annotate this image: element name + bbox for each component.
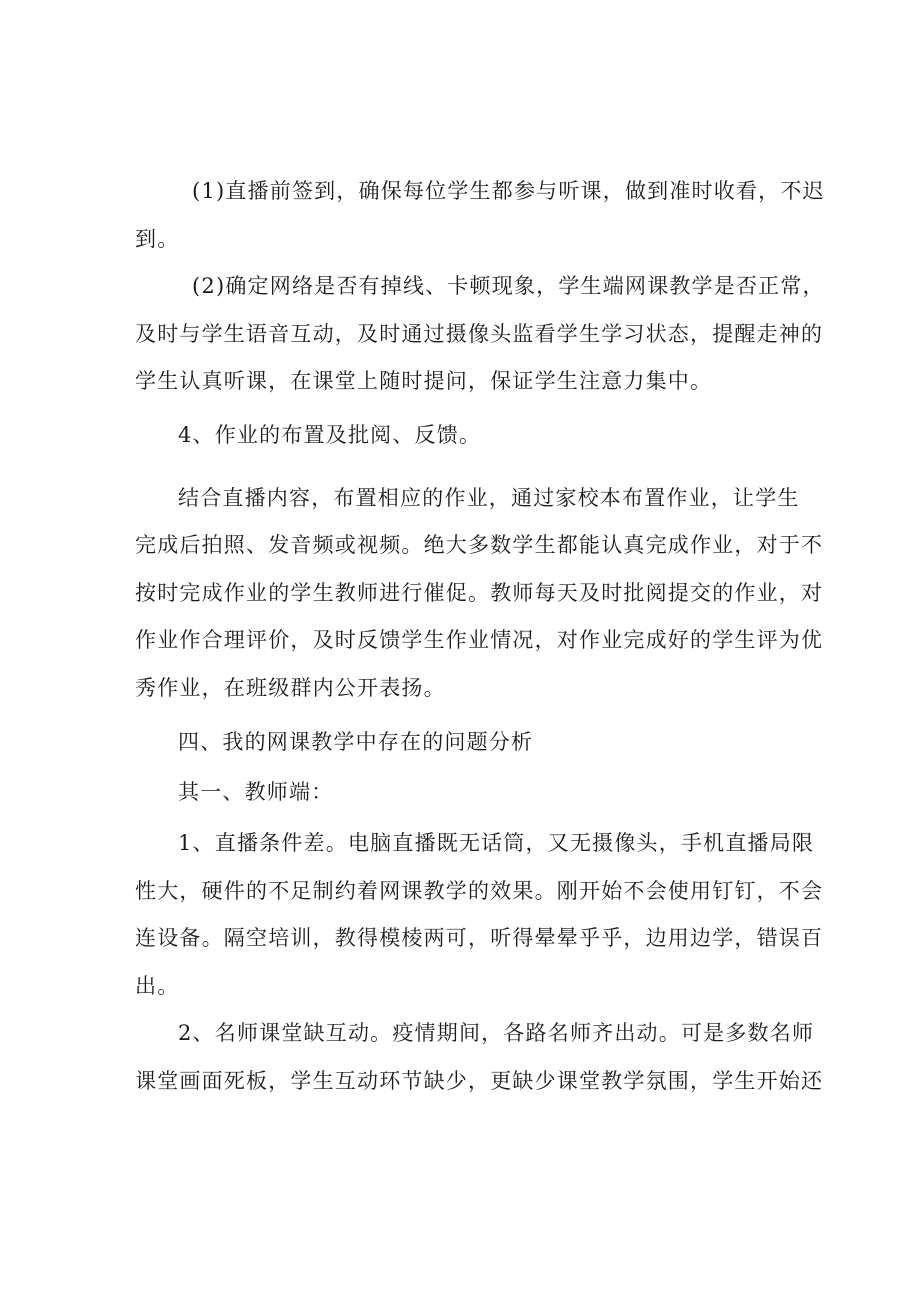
text-line: 作业作合理评价，及时反馈学生作业情况，对作业完成好的学生评为优 xyxy=(135,628,824,652)
text-line: 及时与学生语音互动，及时通过摄像头监看学生学习状态，提醒走神的 xyxy=(135,322,824,346)
text-line: 完成后拍照、发音频或视频。绝大多数学生都能认真完成作业，对于不 xyxy=(135,533,824,557)
text-line: 课堂画面死板，学生互动环节缺少，更缺少课堂教学氛围，学生开始还 xyxy=(135,1069,824,1093)
sub-heading: 其一、教师端： xyxy=(178,780,334,804)
text-line: 性大，硬件的不足制约着网课教学的效果。刚开始不会使用钉钉，不会 xyxy=(135,879,824,903)
section-heading: 4、作业的布置及批阅、反馈。 xyxy=(178,423,482,447)
text-line: 2、名师课堂缺互动。疫情期间，各路名师齐出动。可是多数名师 xyxy=(178,1021,815,1045)
text-line: 秀作业，在班级群内公开表扬。 xyxy=(135,676,446,700)
text-line: 出。 xyxy=(135,974,180,998)
text-line: 结合直播内容，布置相应的作业，通过家校本布置作业，让学生 xyxy=(178,486,800,510)
text-line: 学生认真听课，在课堂上随时提问，保证学生注意力集中。 xyxy=(135,369,713,393)
text-line: (1)直播前签到，确保每位学生都参与听课，做到准时收看，不迟 xyxy=(192,179,825,203)
text-line: 按时完成作业的学生教师进行催促。教师每天及时批阅提交的作业，对 xyxy=(135,581,824,605)
section-heading: 四、我的网课教学中存在的问题分析 xyxy=(178,730,534,754)
text-line: (2)确定网络是否有掉线、卡顿现象，学生端网课教学是否正常， xyxy=(192,274,825,298)
text-line: 到。 xyxy=(135,227,180,251)
text-line: 连设备。隔空培训，教得模棱两可，听得晕晕乎乎，边用边学，错误百 xyxy=(135,926,824,950)
text-line: 1、直播条件差。电脑直播既无话筒，又无摄像头，手机直播局限 xyxy=(178,831,815,855)
